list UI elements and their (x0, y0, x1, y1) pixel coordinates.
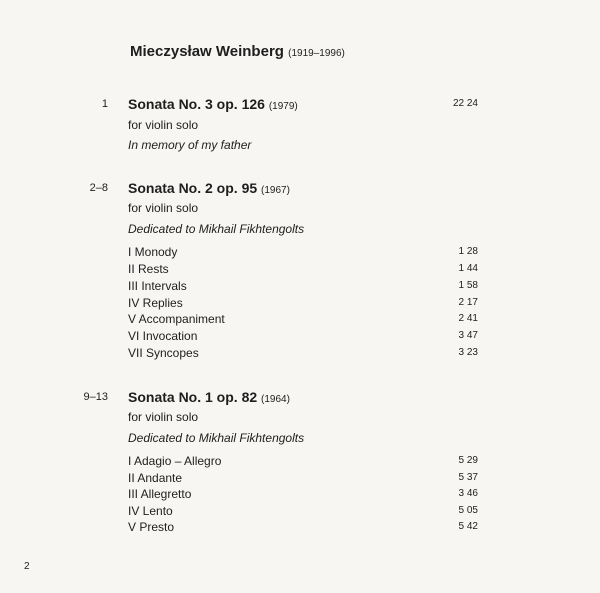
movement-duration: 3 23 (458, 347, 478, 358)
work-subtitle: for violin solo (128, 410, 199, 424)
work-title-text: Sonata No. 1 op. 82 (128, 389, 258, 405)
movement-label: III Intervals (128, 279, 187, 293)
movement-duration: 1 58 (458, 280, 478, 291)
page-number: 2 (24, 561, 30, 572)
work-dedication: Dedicated to Mikhail Fikhtengolts (128, 431, 305, 445)
work-dedication: In memory of my father (128, 138, 252, 152)
movement-duration: 5 42 (458, 521, 478, 532)
work-year: (1967) (261, 185, 290, 196)
composer-name-text: Mieczysław Weinberg (130, 43, 284, 60)
work-duration: 22 24 (452, 98, 478, 109)
movement-duration: 5 05 (458, 505, 478, 516)
movement-duration: 5 29 (458, 455, 478, 466)
movement-duration: 3 46 (458, 488, 478, 499)
work-title (128, 96, 298, 112)
composer-name (130, 43, 345, 60)
movement-label: I Monody (128, 245, 178, 259)
movement-label: IV Replies (128, 296, 183, 310)
movement-label: V Accompaniment (128, 312, 225, 326)
track-number: 1 (101, 98, 108, 110)
work-year: (1979) (268, 101, 298, 112)
work-title-text: Sonata No. 3 op. 126 (128, 96, 265, 112)
movement-label: II Rests (128, 262, 169, 276)
work-dedication: Dedicated to Mikhail Fikhtengolts (128, 222, 305, 236)
work-year: (1964) (261, 394, 290, 405)
work-title (128, 389, 290, 405)
track-number: 2–8 (89, 182, 108, 194)
work-title-text: Sonata No. 2 op. 95 (128, 180, 258, 196)
work-subtitle: for violin solo (128, 201, 199, 215)
movement-label: V Presto (128, 520, 175, 534)
movement-duration: 5 37 (458, 472, 478, 483)
composer-dates: (1919–1996) (288, 48, 345, 59)
work-subtitle: for violin solo (128, 118, 199, 132)
movement-label: VII Syncopes (128, 346, 199, 360)
work-title (128, 180, 290, 196)
movement-label: IV Lento (128, 504, 173, 518)
movement-duration: 1 44 (458, 263, 478, 274)
track-number: 9–13 (83, 391, 108, 403)
movement-duration: 2 41 (458, 313, 478, 324)
movement-label: II Andante (128, 471, 183, 485)
movement-label: VI Invocation (128, 329, 198, 343)
movement-label: III Allegretto (128, 487, 192, 501)
movement-duration: 2 17 (458, 297, 478, 308)
movement-duration: 1 28 (458, 246, 478, 257)
movement-duration: 3 47 (458, 330, 478, 341)
movement-label: I Adagio – Allegro (128, 454, 222, 468)
